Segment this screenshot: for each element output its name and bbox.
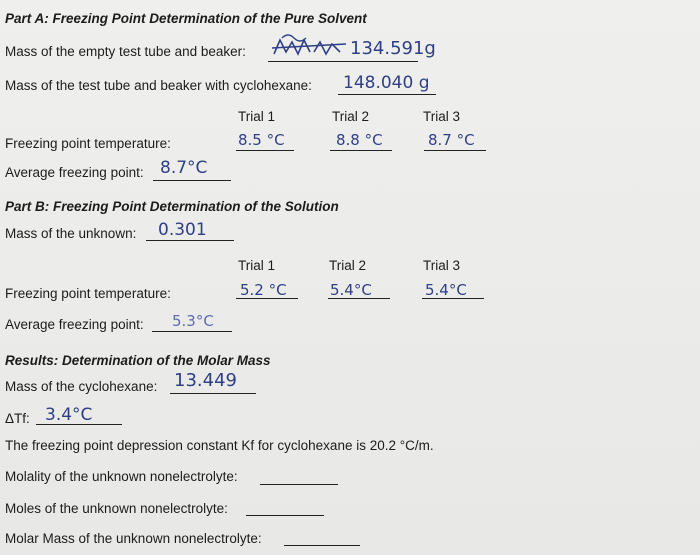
part-a-title: Part A: Freezing Point Determination of the Pure Solvent	[5, 11, 367, 26]
mass-unknown-value: 0.301	[158, 220, 207, 240]
mass-with-underline	[338, 94, 436, 95]
mass-with-label: Mass of the test tube and beaker with cyclohexane:	[5, 78, 312, 93]
delta-tf-underline	[36, 424, 122, 425]
mass-cyclohexane-value: 13.449	[174, 370, 237, 391]
part-b-fp-underline-1	[236, 298, 298, 299]
molality-blank	[260, 484, 338, 485]
part-b-trial-1-header: Trial 1	[238, 258, 276, 273]
moles-label: Moles of the unknown nonelectrolyte:	[5, 501, 228, 516]
mass-empty-value: 134.591g	[350, 38, 436, 59]
part-a-avg-value: 8.7°C	[160, 158, 208, 178]
part-a-trial-2-header: Trial 2	[332, 109, 370, 124]
part-a-avg-underline	[153, 180, 231, 181]
mass-cyclohexane-underline	[170, 393, 256, 394]
part-b-fp-underline-3	[422, 298, 484, 299]
mass-empty-label: Mass of the empty test tube and beaker:	[5, 44, 246, 59]
mass-with-value: 148.040 g	[343, 73, 430, 93]
part-a-trial-3-header: Trial 3	[423, 109, 461, 124]
part-b-avg-underline	[152, 331, 232, 332]
part-b-fp-trial-3: 5.4°C	[425, 281, 467, 299]
part-b-fp-label: Freezing point temperature:	[5, 286, 171, 301]
part-b-trial-3-header: Trial 3	[423, 258, 461, 273]
delta-tf-value: 3.4°C	[45, 405, 93, 425]
mass-unknown-underline	[146, 240, 234, 241]
part-a-fp-trial-2: 8.8 °C	[336, 131, 383, 149]
part-a-fp-trial-3: 8.7 °C	[428, 131, 475, 149]
mass-cyclohexane-label: Mass of the cyclohexane:	[5, 379, 158, 394]
part-b-fp-underline-2	[328, 298, 390, 299]
part-a-avg-label: Average freezing point:	[5, 165, 144, 180]
delta-tf-label: ΔTf:	[5, 411, 30, 426]
part-a-fp-trial-1: 8.5 °C	[238, 131, 285, 149]
crossed-out-scribble	[270, 30, 350, 64]
part-b-avg-label: Average freezing point:	[5, 317, 144, 332]
constant-statement: The freezing point depression constant Kf for cyclohexane is 20.2 °C/m.	[5, 438, 434, 453]
part-a-fp-underline-1	[236, 150, 294, 151]
part-a-fp-label: Freezing point temperature:	[5, 136, 171, 151]
part-a-trial-1-header: Trial 1	[238, 109, 276, 124]
part-b-fp-trial-2: 5.4°C	[330, 281, 372, 299]
part-b-avg-value: 5.3°C	[172, 312, 214, 330]
part-b-trial-2-header: Trial 2	[329, 258, 367, 273]
molar-mass-blank	[284, 545, 360, 546]
part-a-fp-underline-2	[330, 150, 392, 151]
part-b-title: Part B: Freezing Point Determination of the Solution	[5, 199, 339, 214]
molality-label: Molality of the unknown nonelectrolyte:	[5, 469, 238, 484]
part-b-fp-trial-1: 5.2 °C	[240, 281, 287, 299]
molar-mass-label: Molar Mass of the unknown nonelectrolyte:	[5, 531, 262, 546]
mass-empty-underline	[268, 61, 418, 62]
part-a-fp-underline-3	[424, 150, 486, 151]
mass-unknown-label: Mass of the unknown:	[5, 226, 137, 241]
results-title: Results: Determination of the Molar Mass	[5, 353, 271, 368]
moles-blank	[246, 515, 324, 516]
